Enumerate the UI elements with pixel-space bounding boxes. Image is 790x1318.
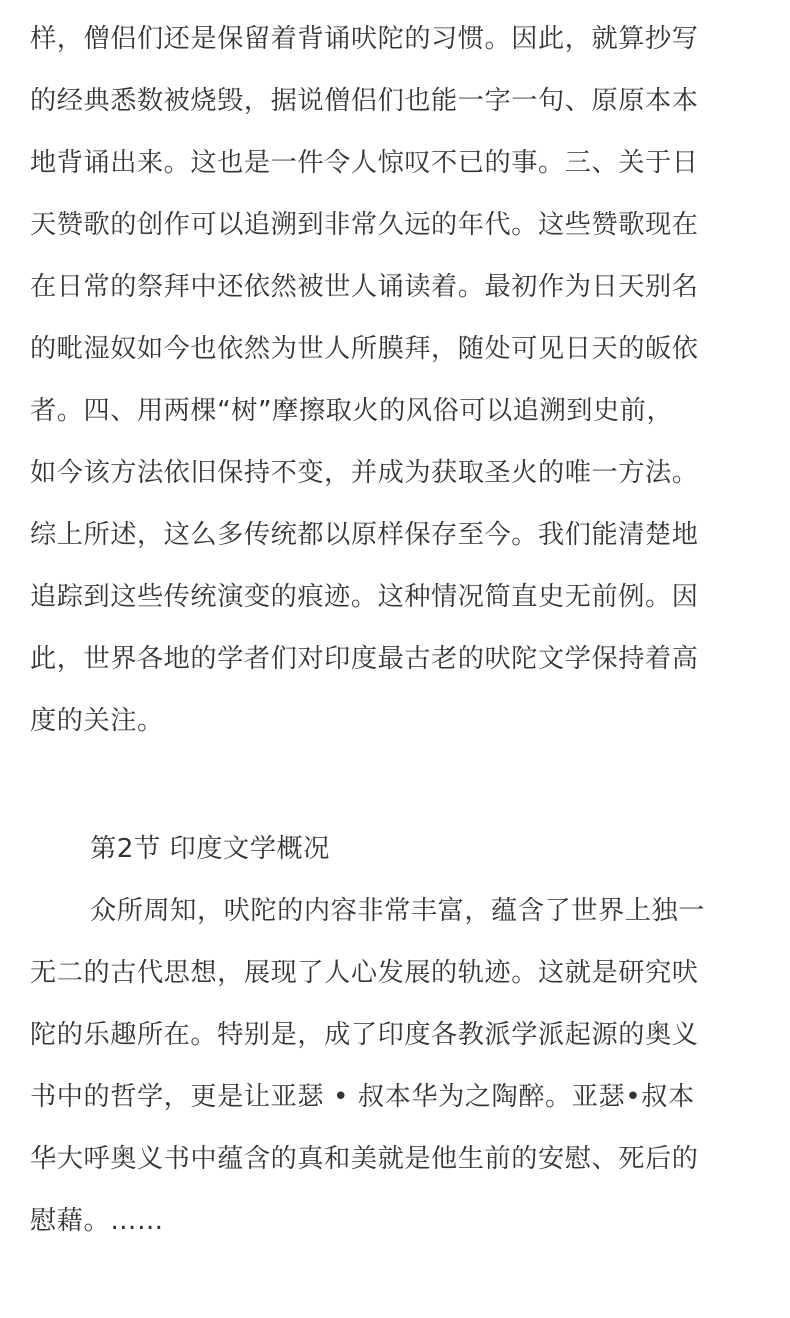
text-line: 无二的古代思想，展现了人心发展的轨迹。这就是研究吠 [30, 958, 699, 988]
section-heading: 第2节 印度文学概况 [90, 834, 330, 864]
text-line: 样，僧侣们还是保留着背诵吠陀的习惯。因此，就算抄写 [30, 24, 699, 54]
text-line: 华大呼奥义书中蕴含的真和美就是他生前的安慰、死后的 [30, 1144, 699, 1174]
text-line: 的毗湿奴如今也依然为世人所膜拜，随处可见日天的皈依 [30, 334, 699, 364]
text-line: 地背诵出来。这也是一件令人惊叹不已的事。三、关于日 [30, 148, 699, 178]
text-line: 者。四、用两棵“树”摩擦取火的风俗可以追溯到史前， [30, 396, 674, 426]
text-line: 如今该方法依旧保持不变，并成为获取圣火的唯一方法。 [30, 458, 699, 488]
paragraph-continued [30, 8, 760, 752]
text-line: 慰藉。…… [30, 1206, 164, 1236]
text-line: 此，世界各地的学者们对印度最古老的吠陀文学保持着高 [30, 644, 699, 674]
section-heading-block [30, 818, 760, 880]
text-line: 天赞歌的创作可以追溯到非常久远的年代。这些赞歌现在 [30, 210, 699, 240]
text-line: 在日常的祭拜中还依然被世人诵读着。最初作为日天别名 [30, 272, 699, 302]
text-line: 追踪到这些传统演变的痕迹。这种情况简直史无前例。因 [30, 582, 699, 612]
text-line: 度的关注。 [30, 706, 164, 736]
text-line: 陀的乐趣所在。特别是，成了印度各教派学派起源的奥义 [30, 1020, 699, 1050]
text-line: 的经典悉数被烧毁，据说僧侣们也能一字一句、原原本本 [30, 86, 699, 116]
section-paragraph [30, 880, 760, 1252]
text-line: 书中的哲学，更是让亚瑟 • 叔本华为之陶醉。亚瑟•叔本 [30, 1082, 695, 1112]
text-line: 综上所述，这么多传统都以原样保存至今。我们能清楚地 [30, 520, 699, 550]
text-line: 众所周知，吠陀的内容非常丰富，蕴含了世界上独一 [90, 896, 705, 926]
